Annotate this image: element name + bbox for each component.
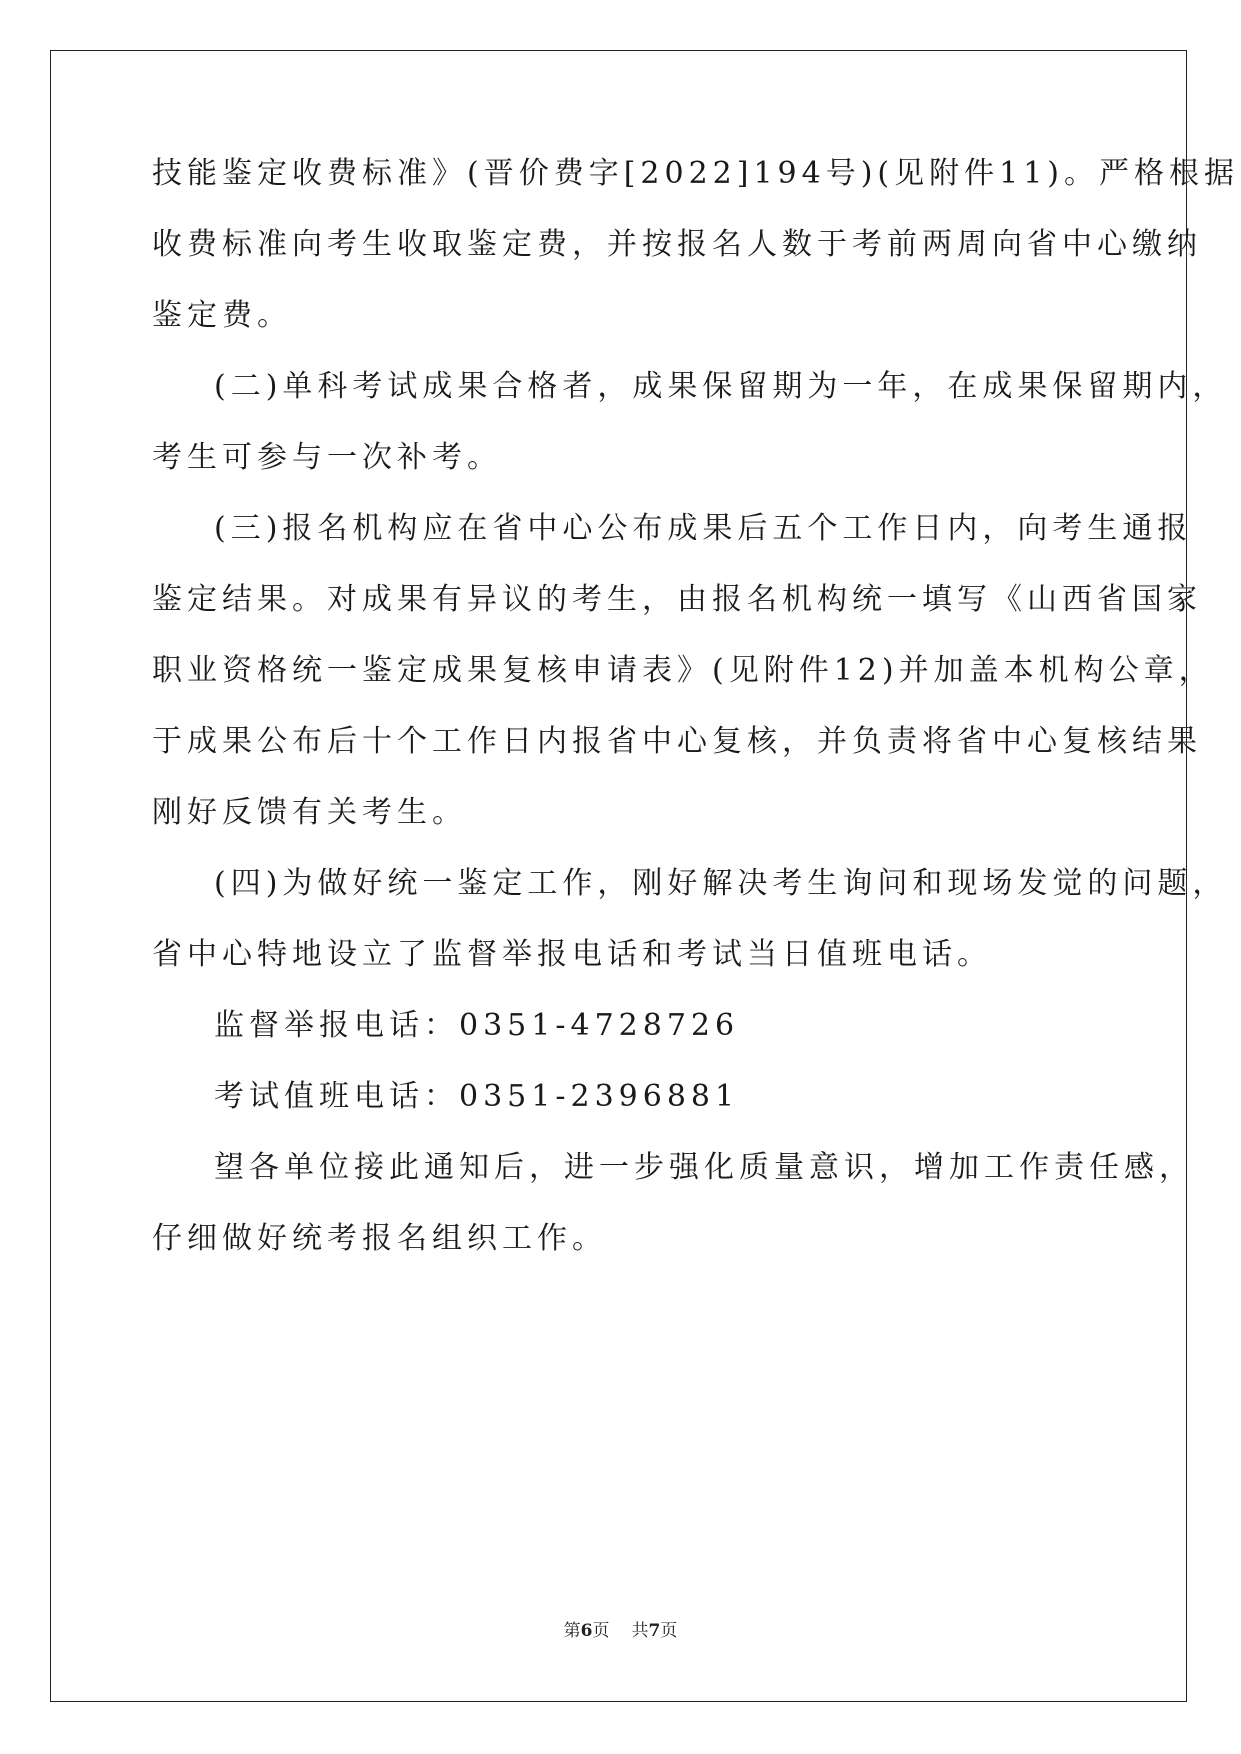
body-line: 考生可参与一次补考。 — [152, 440, 502, 475]
footer-total-suffix: 页 — [660, 1621, 678, 1641]
body-line: 刚好反馈有关考生。 — [152, 795, 467, 830]
body-line: 省中心特地设立了监督举报电话和考试当日值班电话。 — [152, 937, 992, 972]
paragraph-start-line: (二)单科考试成果合格者，成果保留期为一年，在成果保留期内， — [214, 369, 1228, 404]
body-line: 仔细做好统考报名组织工作。 — [152, 1221, 607, 1256]
page-footer — [0, 1620, 1241, 1642]
body-line: 鉴定结果。对成果有异议的考生，由报名机构统一填写《山西省国家 — [152, 582, 1202, 617]
total-pages: 7 — [648, 1621, 661, 1641]
body-line: 鉴定费。 — [152, 298, 292, 333]
paragraph-start-line: (四)为做好统一鉴定工作，刚好解决考生询问和现场发觉的问题， — [214, 866, 1228, 901]
page-number: 6 — [580, 1621, 593, 1641]
body-line: 技能鉴定收费标准》(晋价费字[2022]194号)(见附件11)。严格根据 — [152, 156, 1240, 191]
footer-page-suffix: 页 — [592, 1621, 610, 1641]
footer-total-prefix: 共 — [631, 1621, 649, 1641]
paragraph-start-line: (三)报名机构应在省中心公布成果后五个工作日内，向考生通报 — [214, 511, 1193, 546]
hotline-line: 监督举报电话：0351-4728726 — [214, 1008, 740, 1043]
paragraph-start-line: 望各单位接此通知后，进一步强化质量意识，增加工作责任感， — [214, 1150, 1194, 1185]
body-line: 收费标准向考生收取鉴定费，并按报名人数于考前两周向省中心缴纳 — [152, 227, 1202, 262]
duty-phone-line: 考试值班电话：0351-2396881 — [214, 1079, 740, 1114]
footer-prefix: 第 — [563, 1621, 581, 1641]
body-line: 于成果公布后十个工作日内报省中心复核，并负责将省中心复核结果 — [152, 724, 1202, 759]
body-line: 职业资格统一鉴定成果复核申请表》(见附件12)并加盖本机构公章， — [152, 653, 1214, 688]
